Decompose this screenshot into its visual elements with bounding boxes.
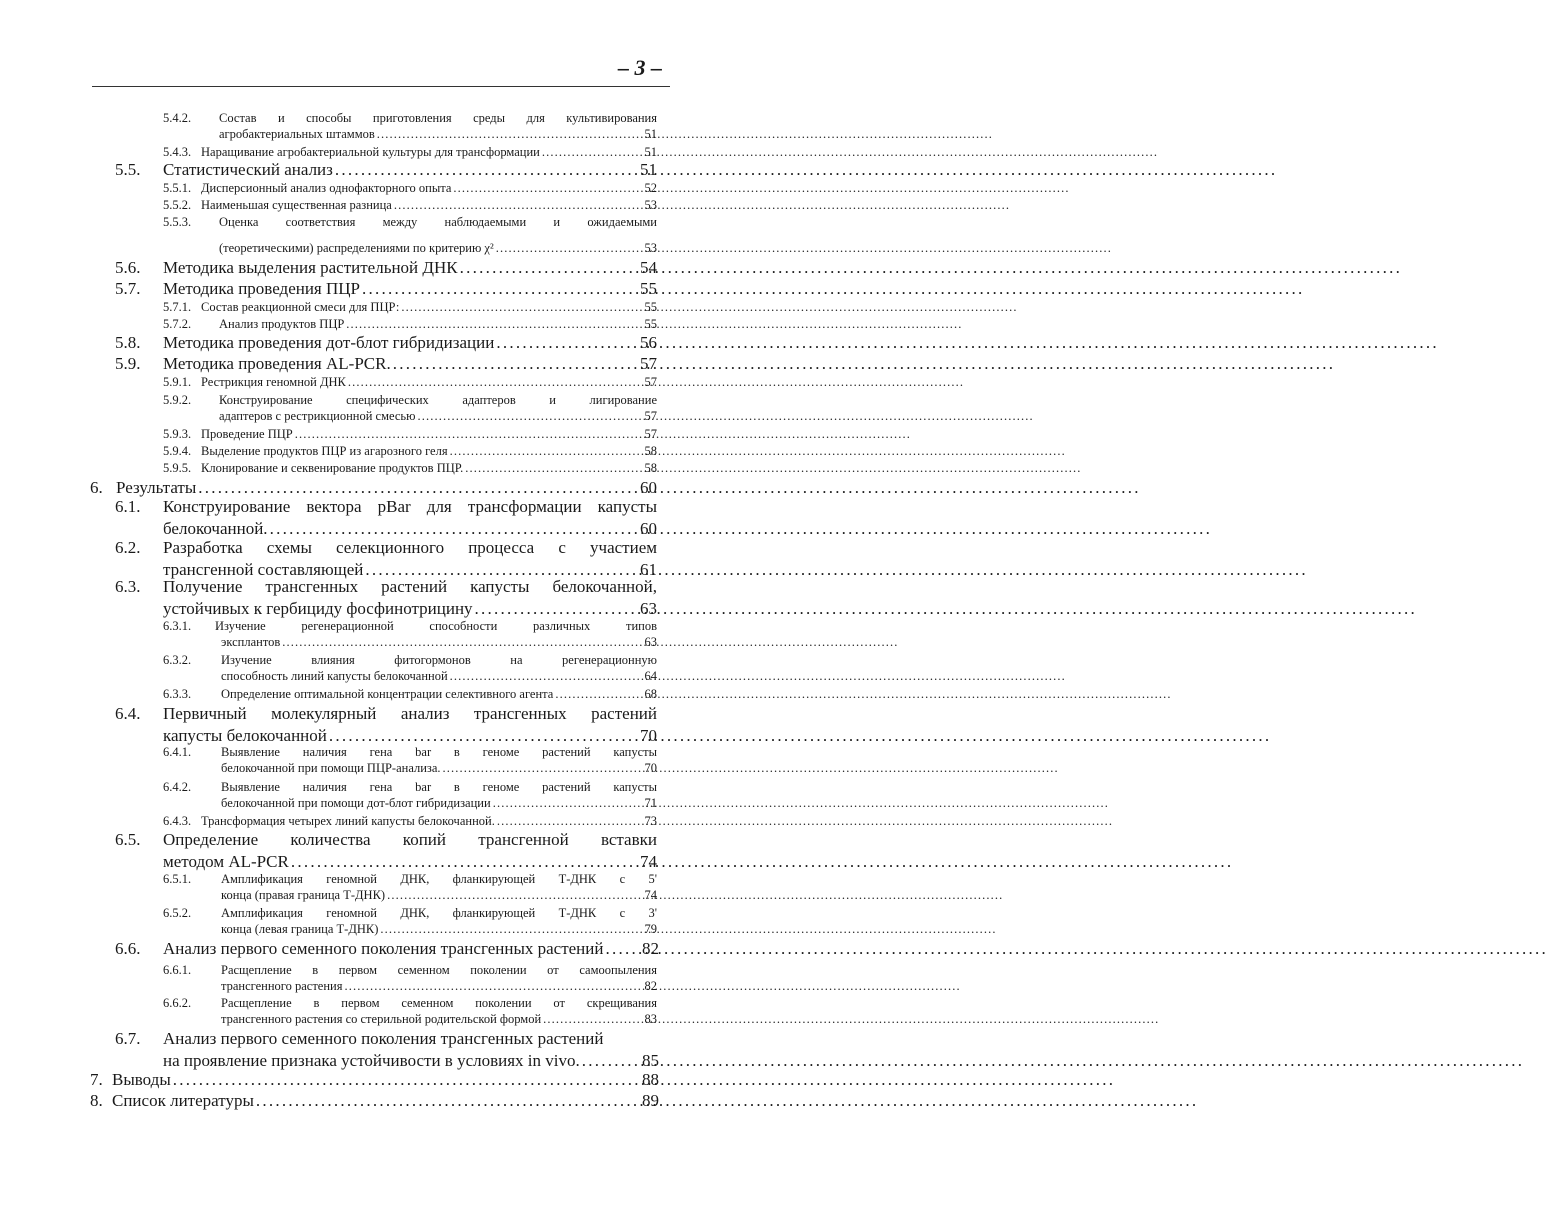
toc-number: 6.6.2. (163, 996, 192, 1010)
toc-title: Состав реакционной смеси для ПЦР: (201, 300, 400, 314)
toc-page: 71 (644, 796, 657, 811)
toc-page: 58 (644, 444, 657, 458)
toc-leader (605, 939, 640, 959)
toc-entry[interactable] (163, 375, 657, 389)
toc-title: Определение оптимальной концентрации селективного агента (221, 687, 554, 701)
toc-title: Выявление наличия гена bar в геноме растений капусты (221, 780, 657, 794)
toc-title-cont: капусты белокочанной (163, 725, 327, 745)
toc-title: Изучение регенерационной способности различных типов (215, 619, 657, 633)
toc-entry[interactable] (163, 619, 657, 650)
toc-number: 5.9. (115, 354, 141, 373)
toc-page: 63 (644, 635, 657, 650)
toc-leader (282, 635, 642, 649)
toc-number: 5.5.3. (163, 215, 192, 229)
toc-leader (496, 333, 638, 353)
toc-title: Состав и способы приготовления среды для культивирования (219, 111, 657, 125)
toc-title: Выводы (112, 1070, 171, 1089)
toc-entry[interactable] (163, 906, 657, 937)
toc-page: 68 (644, 687, 657, 701)
toc-title: Результаты (116, 478, 197, 497)
toc-number: 6.4.2. (163, 780, 192, 794)
toc-page: 74 (640, 851, 657, 871)
toc-leader (417, 409, 642, 423)
toc-leader (346, 317, 642, 331)
toc-page: 55 (644, 300, 657, 314)
toc-number: 6.4. (115, 704, 141, 723)
toc-leader (344, 979, 642, 993)
toc-title-cont: трансгенного растения (221, 979, 343, 994)
toc-page: 73 (644, 814, 657, 828)
toc-title: Первичный молекулярный анализ трансгенных растений (163, 704, 657, 723)
toc-number: 6.2. (115, 538, 141, 557)
toc-page: 64 (644, 669, 657, 684)
toc-title: Расщепление в первом семенном поколении от самоопыления (221, 963, 657, 977)
toc-page: 83 (644, 1012, 657, 1027)
toc-title: Наращивание агробактериальной культуры для трансформации (201, 145, 540, 159)
toc-title: Анализ продуктов ПЦР (219, 317, 345, 331)
toc-entry[interactable] (115, 939, 659, 959)
toc-number: 5.6. (115, 258, 141, 277)
toc-leader (173, 1070, 640, 1090)
toc-entry[interactable] (163, 745, 657, 776)
toc-page: 58 (644, 461, 657, 475)
toc-entry[interactable] (163, 872, 657, 903)
toc-entry[interactable] (163, 111, 657, 142)
toc-page: 89 (642, 1091, 659, 1110)
page-number: – 3 – (618, 55, 662, 80)
toc-entry[interactable] (163, 687, 657, 701)
toc-title: Трансформация четырех линий капусты белокочанной. (201, 814, 495, 828)
toc-page: 51 (644, 127, 657, 142)
toc-title-cont: трансгенной составляющей (163, 559, 364, 579)
toc-number: 6.6. (115, 939, 141, 958)
toc-page: 53 (644, 198, 657, 212)
toc-number: 5.4.3. (163, 145, 192, 159)
toc-number: 5.5. (115, 160, 141, 179)
toc-title: Выделение продуктов ПЦР из агарозного геля (201, 444, 448, 458)
toc-number: 5.9.4. (163, 444, 192, 458)
toc-leader (475, 599, 638, 619)
toc-entry[interactable] (163, 461, 657, 475)
toc-page: 61 (640, 559, 657, 579)
toc-entry[interactable] (163, 300, 657, 314)
toc-number: 6.7. (115, 1029, 141, 1048)
toc-page: 88 (642, 1070, 659, 1089)
toc-leader (493, 796, 643, 810)
toc-title: Методика проведения ПЦР (163, 279, 361, 298)
toc-title: Методика проведения AL-PCR. (163, 354, 391, 373)
toc-title-cont: способность линий капусты белокочанной (221, 669, 448, 684)
toc-title: Дисперсионный анализ однофакторного опыта (201, 181, 452, 195)
toc-leader (362, 279, 638, 299)
toc-page: 57 (644, 409, 657, 424)
toc-title-cont: белокочанной. (163, 518, 268, 538)
toc-title-cont: (теоретическими) распределениями по критерию χ² (219, 241, 494, 256)
toc-number: 5.9.5. (163, 461, 192, 475)
toc-leader (270, 519, 638, 539)
toc-title: Конструирование вектора pBar для трансформации капусты (163, 497, 657, 516)
toc-entry[interactable] (115, 830, 657, 871)
toc-entry[interactable] (163, 653, 657, 684)
toc-number: 6.3.1. (163, 619, 192, 633)
toc-leader (291, 852, 638, 872)
toc-page: 53 (644, 241, 657, 256)
toc-entry[interactable] (115, 333, 657, 353)
toc-number: 5.9.1. (163, 375, 192, 389)
toc-entry[interactable] (163, 317, 657, 331)
toc-number: 5.4.2. (163, 111, 192, 125)
toc-leader (497, 814, 643, 828)
toc-leader (453, 181, 642, 195)
toc-title: Клонирование и секвенирование продуктов ПЦР. (201, 461, 464, 475)
toc-title: Расщепление в первом семенном поколении от скрещивания (221, 996, 657, 1010)
toc-leader (543, 1012, 642, 1026)
toc-title-cont: устойчивых к гербициду фосфинотрицину (163, 598, 473, 618)
toc-number: 6.3. (115, 577, 141, 596)
toc-title: Список литературы (112, 1091, 254, 1110)
toc-title-cont: адаптеров с рестрикционной смесью (219, 409, 416, 424)
toc-title: Получение трансгенных растений капусты белокочанной, (163, 577, 657, 596)
toc-title: Методика выделения растительной ДНК (163, 258, 458, 277)
toc-page: 60 (640, 478, 657, 497)
toc-number: 6. (90, 478, 103, 497)
toc-number: 6.5.2. (163, 906, 192, 920)
toc-title-cont: агробактериальных штаммов (219, 127, 375, 142)
toc-page: 79 (644, 922, 657, 937)
toc-entry[interactable] (163, 814, 657, 828)
toc-leader (348, 375, 643, 389)
toc-title: Амплификация геномной ДНК, фланкирующей Т-ДНК с 5' (221, 872, 657, 886)
toc-number: 6.5. (115, 830, 141, 849)
toc-page: 70 (644, 761, 657, 776)
toc-entry[interactable] (115, 704, 657, 745)
toc-page: 57 (644, 375, 657, 389)
toc-page: 56 (640, 333, 657, 352)
toc-leader (387, 888, 642, 902)
toc-title-cont: конца (правая граница Т-ДНК) (221, 888, 386, 903)
toc-leader (496, 241, 643, 255)
toc-title: Оценка соответствия между наблюдаемыми и ожидаемыми (219, 215, 657, 229)
toc-title: Анализ первого семенного поколения трансгенных растений (163, 1029, 604, 1048)
toc-leader (295, 427, 643, 441)
toc-title: Определение количества копий трансгенной вставки (163, 830, 657, 849)
toc-title: Рестрикция геномной ДНК (201, 375, 346, 389)
toc-title: Анализ первого семенного поколения трансгенных растений (163, 939, 604, 958)
toc-number: 6.4.3. (163, 814, 192, 828)
toc-title: Наименьшая существенная разница (201, 198, 392, 212)
toc-number: 6.5.1. (163, 872, 192, 886)
toc-entry[interactable] (163, 181, 657, 195)
toc-leader (377, 127, 643, 141)
toc-page: 63 (640, 598, 657, 618)
toc-title-cont: эксплантов (221, 635, 281, 650)
toc-number: 5.7.2. (163, 317, 192, 331)
toc-leader (460, 258, 638, 278)
toc-entry[interactable] (163, 215, 657, 256)
toc-number: 8. (90, 1091, 103, 1110)
toc-number: 6.4.1. (163, 745, 192, 759)
toc-title: Статистический анализ (163, 160, 333, 179)
toc-leader (555, 687, 642, 701)
toc-page: 54 (640, 258, 657, 277)
toc-entry[interactable] (90, 1070, 659, 1090)
toc-title: Конструирование специфических адаптеров и лигирование (219, 393, 657, 407)
toc-number: 6.6.1. (163, 963, 192, 977)
toc-entry[interactable] (163, 393, 657, 424)
toc-entry[interactable] (163, 963, 657, 994)
toc-page: 85 (642, 1050, 659, 1070)
toc-entry[interactable] (115, 497, 657, 538)
toc-number: 6.3.2. (163, 653, 192, 667)
toc-entry[interactable] (115, 1029, 659, 1070)
toc-number: 5.8. (115, 333, 141, 352)
toc-entry[interactable] (163, 444, 657, 458)
toc-entry[interactable] (163, 427, 657, 441)
toc-entry[interactable] (115, 538, 657, 579)
toc-title: Амплификация геномной ДНК, фланкирующей Т-ДНК с 3' (221, 906, 657, 920)
toc-number: 7. (90, 1070, 103, 1089)
toc-title-cont: трансгенного растения со стерильной родительской формой (221, 1012, 542, 1027)
toc-title: Изучение влияния фитогормонов на регенерационную (221, 653, 657, 667)
toc-leader (394, 198, 643, 212)
toc-entry[interactable] (163, 996, 657, 1027)
toc-number: 5.9.3. (163, 427, 192, 441)
toc-title: Методика проведения дот-блот гибридизации (163, 333, 495, 352)
toc-leader (393, 354, 638, 374)
toc-entry[interactable] (163, 780, 657, 811)
header-rule (92, 86, 670, 87)
toc-leader (450, 669, 643, 683)
toc-leader (335, 160, 638, 180)
toc-leader (401, 300, 642, 314)
toc-number: 5.5.2. (163, 198, 192, 212)
toc-entry[interactable] (163, 145, 657, 159)
toc-page: 70 (640, 725, 657, 745)
toc-page: 57 (644, 427, 657, 441)
toc-title-cont: методом AL-PCR (163, 851, 289, 871)
toc-leader (465, 461, 642, 475)
toc-number: 5.7. (115, 279, 141, 298)
toc-entry[interactable] (115, 279, 657, 299)
toc-leader (542, 145, 643, 159)
toc-entry[interactable] (115, 258, 657, 278)
toc-leader (198, 478, 638, 498)
toc-number: 5.9.2. (163, 393, 192, 407)
toc-page: 55 (640, 279, 657, 298)
toc-leader (582, 1051, 640, 1071)
toc-entry[interactable] (90, 478, 657, 498)
toc-leader (329, 726, 638, 746)
toc-number: 5.7.1. (163, 300, 192, 314)
toc-number: 6.1. (115, 497, 141, 516)
toc-page: 60 (640, 518, 657, 538)
toc-entry[interactable] (115, 354, 657, 374)
toc-title: Разработка схемы селекционного процесса с участием (163, 538, 657, 557)
toc-entry[interactable] (163, 198, 657, 212)
toc-entry[interactable] (115, 160, 657, 180)
toc-page: 51 (640, 160, 657, 179)
toc-title: Проведение ПЦР (201, 427, 293, 441)
toc-page: 82 (642, 939, 659, 958)
toc-title: Выявление наличия гена bar в геноме растений капусты (221, 745, 657, 759)
toc-page: 74 (644, 888, 657, 903)
toc-page: 55 (644, 317, 657, 331)
toc-leader (450, 444, 643, 458)
toc-leader (443, 761, 643, 775)
toc-title-cont: на проявление признака устойчивости в условиях in vivo. (163, 1050, 580, 1070)
toc-page: 82 (644, 979, 657, 994)
toc-entry[interactable] (115, 577, 657, 618)
toc-title-cont: белокочанной при помощи ПЦР-анализа. (221, 761, 441, 776)
toc-entry[interactable] (90, 1091, 659, 1111)
toc-title-cont: конца (левая граница Т-ДНК) (221, 922, 379, 937)
toc-leader (380, 922, 642, 936)
toc-page: 57 (640, 354, 657, 373)
toc-leader (256, 1091, 640, 1111)
toc-title-cont: белокочанной при помощи дот-блот гибридизации (221, 796, 491, 811)
toc-page: 52 (644, 181, 657, 195)
toc-page: 51 (644, 145, 657, 159)
toc-number: 5.5.1. (163, 181, 192, 195)
toc-number: 6.3.3. (163, 687, 192, 701)
